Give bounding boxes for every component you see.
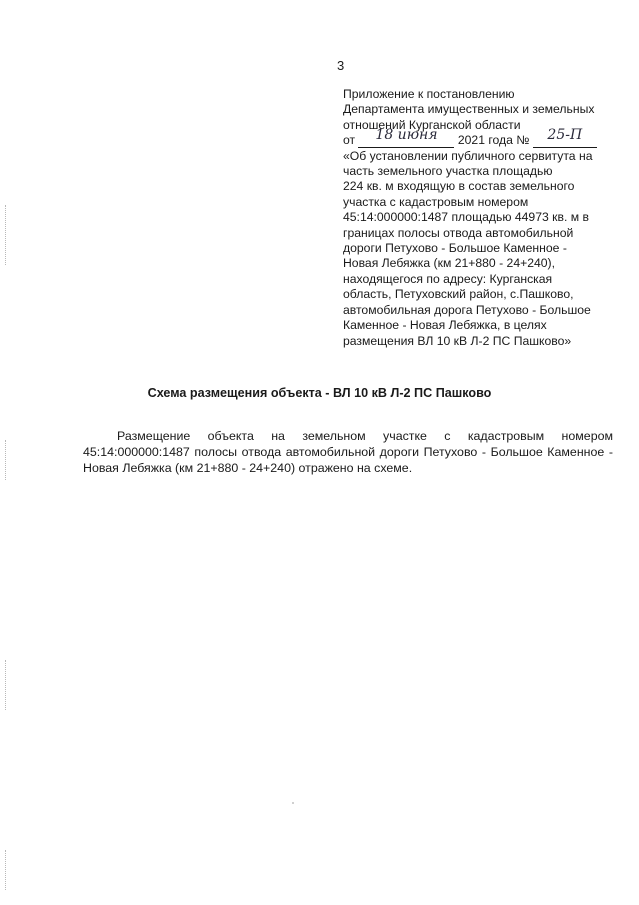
appendix-title-line: Новая Лебяжка (км 21+880 - 24+240), bbox=[343, 256, 555, 271]
handwritten-date: 18 июня bbox=[375, 127, 438, 144]
scheme-title: Схема размещения объекта - ВЛ 10 кВ Л-2 ПС Пашково bbox=[147, 386, 492, 400]
appendix-line: отношений Курганской области bbox=[343, 117, 521, 132]
scan-margin-mark bbox=[5, 660, 10, 710]
handwritten-number-field bbox=[533, 127, 597, 148]
appendix-title-line: область, Петуховский район, с.Пашково, bbox=[343, 287, 574, 302]
appendix-line: Департамента имущественных и земельных bbox=[343, 102, 595, 117]
appendix-title-line: «Об установлении публичного сервитута на bbox=[343, 148, 593, 163]
appendix-title-line: находящегося по адресу: Курганская bbox=[343, 271, 553, 286]
appendix-line: Приложение к постановлению bbox=[343, 87, 515, 101]
appendix-title-line: автомобильная дорога Петухово - Большое bbox=[343, 302, 591, 317]
appendix-title-line: размещения ВЛ 10 кВ Л-2 ПС Пашково» bbox=[343, 333, 572, 348]
appendix-title-line: 45:14:000000:1487 площадью 44973 кв. м в bbox=[343, 210, 589, 225]
appendix-title-line: часть земельного участка площадью bbox=[343, 164, 553, 179]
date-line bbox=[343, 127, 628, 148]
appendix-block bbox=[343, 87, 628, 349]
appendix-title-line: участка с кадастровым номером bbox=[343, 194, 529, 209]
handwritten-number: 25-П bbox=[547, 127, 583, 144]
page-number: 3 bbox=[337, 58, 345, 73]
scan-margin-mark bbox=[5, 205, 10, 265]
appendix-title-line: Каменное - Новая Лебяжка, в целях bbox=[343, 318, 547, 333]
handwritten-date-field bbox=[358, 127, 454, 148]
body-paragraph: Размещение объекта на земельном участке с кадастровым номером 45:14:000000:1487 полосы отвода автомобильной дороги Петухово - Большое Каменное - Новая Лебяжка (км 21+880 - 24+240) отражено на схеме. bbox=[83, 429, 613, 475]
appendix-title-line: дороги Петухово - Большое Каменное - bbox=[343, 241, 567, 256]
year-text: 2021 года № bbox=[457, 133, 530, 148]
scan-margin-mark bbox=[5, 440, 10, 480]
scan-margin-mark bbox=[5, 850, 10, 890]
date-prefix: от bbox=[343, 133, 356, 148]
appendix-title-line: 224 кв. м входящую в состав земельного bbox=[343, 179, 575, 194]
scan-speck bbox=[292, 802, 294, 804]
appendix-title-line: границах полосы отвода автомобильной bbox=[343, 225, 574, 240]
